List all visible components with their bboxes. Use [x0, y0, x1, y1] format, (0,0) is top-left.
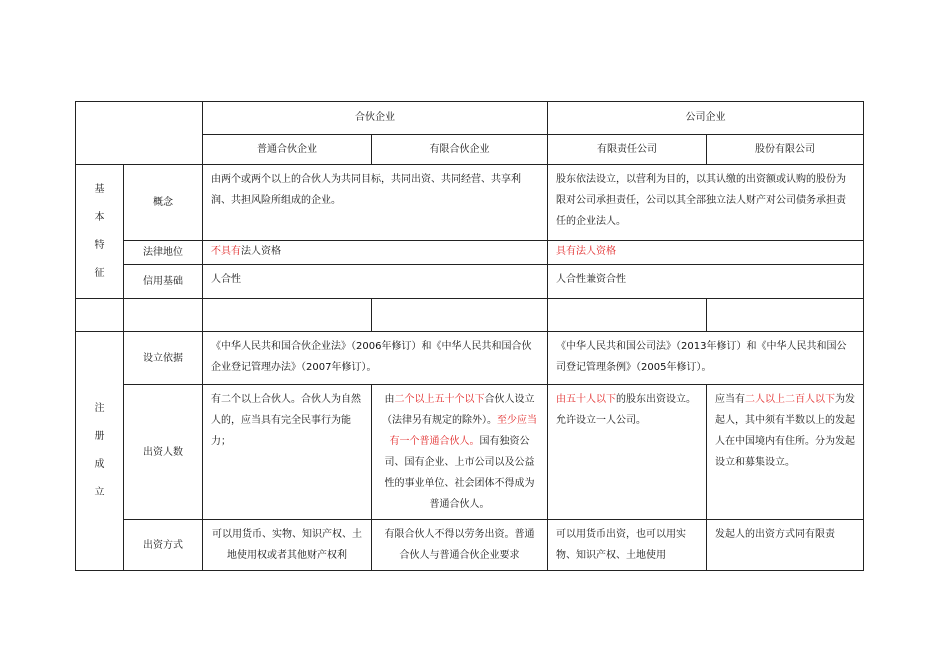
label-credit-basis: 信用基础 — [124, 265, 203, 299]
label-method: 出资方式 — [124, 520, 203, 571]
empty-cell — [124, 299, 203, 332]
group-registration: 注 册 成 立 — [76, 332, 124, 571]
corner-cell — [76, 102, 203, 165]
method-general-partnership: 可以用货币、实物、知识产权、土地使用权或者其他财产权利 — [203, 520, 372, 571]
header-llc: 有限责任公司 — [548, 135, 707, 165]
legal-partnership-rest: 法人资格 — [241, 246, 281, 257]
header-company: 公司企业 — [548, 102, 864, 135]
method-llc: 可以用货币出资，也可以用实物、知识产权、土地使用 — [548, 520, 707, 571]
row-investors — [76, 385, 864, 520]
header-limited-partnership: 有限合伙企业 — [372, 135, 548, 165]
investors-llc: 由五十人以下的股东出资设立。允许设立一人公司。 — [548, 385, 707, 520]
legal-partnership-red: 不具有 — [211, 246, 241, 257]
credit-partnership: 人合性 — [203, 265, 548, 299]
row-empty — [76, 299, 864, 332]
method-joint-stock: 发起人的出资方式同有限责 — [707, 520, 864, 571]
empty-cell — [203, 299, 372, 332]
row-credit-basis — [76, 265, 864, 299]
label-legal-status: 法律地位 — [124, 241, 203, 265]
investors-limited-partnership: 由二个以上五十个以下合伙人设立（法律另有规定的除外）。至少应当有一个普通合伙人。国有独资公司、国有企业、上市公司以及公益性的事业单位、社会团体不得成为普通合伙人。 — [372, 385, 548, 520]
group-basic-features: 基 本 特 征 — [76, 165, 124, 299]
row-basis — [76, 332, 864, 385]
method-limited-partnership: 有限合伙人不得以劳务出资。普通合伙人与普通合伙企业要求 — [372, 520, 548, 571]
empty-cell — [76, 299, 124, 332]
comparison-table — [75, 101, 864, 571]
basis-partnership: 《中华人民共和国合伙企业法》（2006年修订）和《中华人民共和国合伙企业登记管理办法》（2007年修订）。 — [203, 332, 548, 385]
header-row-1 — [76, 102, 864, 135]
investors-general-partnership: 有二个以上合伙人。合伙人为自然人的，应当具有完全民事行为能力； — [203, 385, 372, 520]
row-method — [76, 520, 864, 571]
header-partnership: 合伙企业 — [203, 102, 548, 135]
empty-cell — [548, 299, 707, 332]
credit-company: 人合性兼资合性 — [548, 265, 864, 299]
label-concept: 概念 — [124, 165, 203, 241]
header-general-partnership: 普通合伙企业 — [203, 135, 372, 165]
empty-cell — [372, 299, 548, 332]
empty-cell — [707, 299, 864, 332]
row-concept — [76, 165, 864, 241]
legal-partnership — [203, 241, 548, 265]
legal-company: 具有法人资格 — [548, 241, 864, 265]
row-legal-status — [76, 241, 864, 265]
concept-company: 股东依法设立，以营利为目的，以其认缴的出资额或认购的股份为限对公司承担责任，公司以其全部独立法人财产对公司债务承担责任的企业法人。 — [548, 165, 864, 241]
basis-company: 《中华人民共和国公司法》（2013年修订）和《中华人民共和国公司登记管理条例》（2005年修订）。 — [548, 332, 864, 385]
concept-partnership: 由两个或两个以上的合伙人为共同目标，共同出资、共同经营、共享利润、共担风险所组成的企业。 — [203, 165, 548, 241]
label-investors: 出资人数 — [124, 385, 203, 520]
header-joint-stock: 股份有限公司 — [707, 135, 864, 165]
label-basis: 设立依据 — [124, 332, 203, 385]
investors-joint-stock: 应当有二人以上二百人以下为发起人，其中须有半数以上的发起人在中国境内有住所。分为发起设立和募集设立。 — [707, 385, 864, 520]
